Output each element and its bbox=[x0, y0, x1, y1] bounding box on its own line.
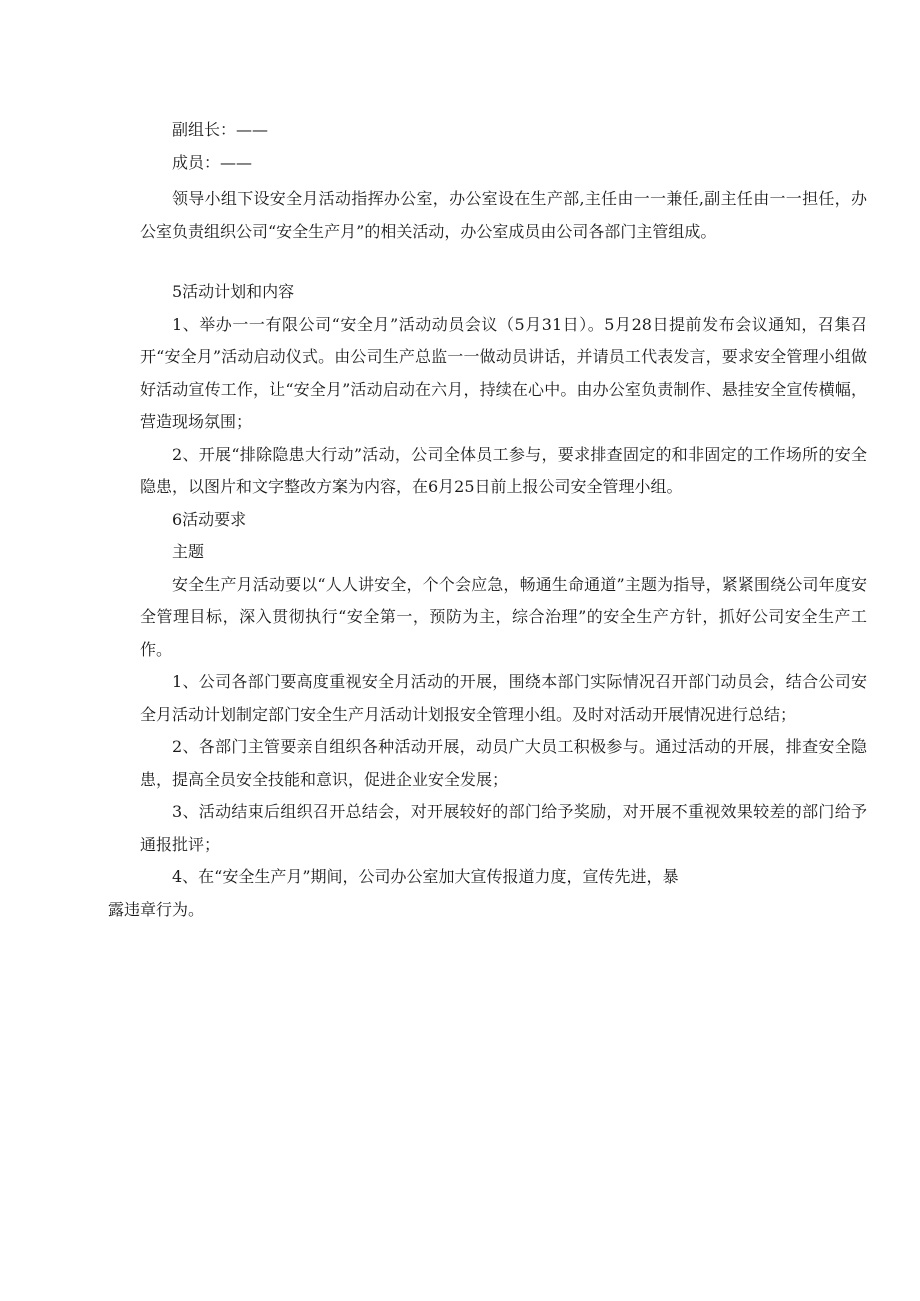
members-line: 成员：—— bbox=[172, 152, 253, 172]
requirement-item-2: 2、各部门主管要亲自组织各种活动开展，动员广大员工积极参与。通过活动的开展，排查安全隐患，提高全员安全技能和意识，促进企业安全发展； bbox=[140, 737, 867, 789]
document-body bbox=[108, 114, 867, 926]
section5-item-2: 2、开展“排除隐患大行动”活动，公司全体员工参与，要求排查固定的和非固定的工作场所的安全隐患，以图片和文字整改方案为内容，在6月25日前上报公司安全管理小组。 bbox=[140, 444, 867, 496]
requirement-item-1: 1、公司各部门要高度重视安全月活动的开展，围绕本部门实际情况召开部门动员会，结合公司安全月活动计划制定部门安全生产月活动计划报安全管理小组。及时对活动开展情况进行总结； bbox=[140, 672, 867, 724]
requirement-item-4 bbox=[108, 861, 867, 926]
section5-heading: 5活动计划和内容 bbox=[172, 282, 295, 301]
section6-heading: 6活动要求 bbox=[172, 509, 247, 529]
requirement-item-4-part-2: 露违章行为。 bbox=[108, 899, 205, 919]
deputy-leader-line: 副组长：—— bbox=[172, 120, 269, 139]
section5-item-1: 1、举办一一有限公司“安全月”活动动员会议（5月31日）。5月28日提前发布会议通知，召集召开“安全月”活动启动仪式。由公司生产总监一一做动员讲话，并请员工代表发言，要求安全管理小组做好活动宣传工作，让“安全月”活动启动在六月，持续在心中。由办公室负责制作、悬挂安全宣传横幅，营造现场氛围； bbox=[140, 314, 867, 431]
theme-heading: 主题 bbox=[172, 542, 205, 561]
theme-paragraph: 安全生产月活动要以“人人讲安全，个个会应急，畅通生命通道”主题为指导，紧紧围绕公司年度安全管理目标，深入贯彻执行“安全第一，预防为主，综合治理”的安全生产方针，抓好公司安全生产工作。 bbox=[140, 574, 867, 659]
section-spacer bbox=[140, 248, 867, 276]
requirement-item-4-part-1: 4、在“安全生产月”期间，公司办公室加大宣传报道力度，宣传先进，暴 bbox=[172, 867, 679, 886]
requirement-item-3: 3、活动结束后组织召开总结会，对开展较好的部门给予奖励，对开展不重视效果较差的部门给予通报批评； bbox=[140, 802, 867, 854]
office-paragraph: 领导小组下设安全月活动指挥办公室，办公室设在生产部,主任由一一兼任,副主任由一一担任，办公室负责组织公司“安全生产月”的相关活动，办公室成员由公司各部门主管组成。 bbox=[140, 189, 867, 241]
